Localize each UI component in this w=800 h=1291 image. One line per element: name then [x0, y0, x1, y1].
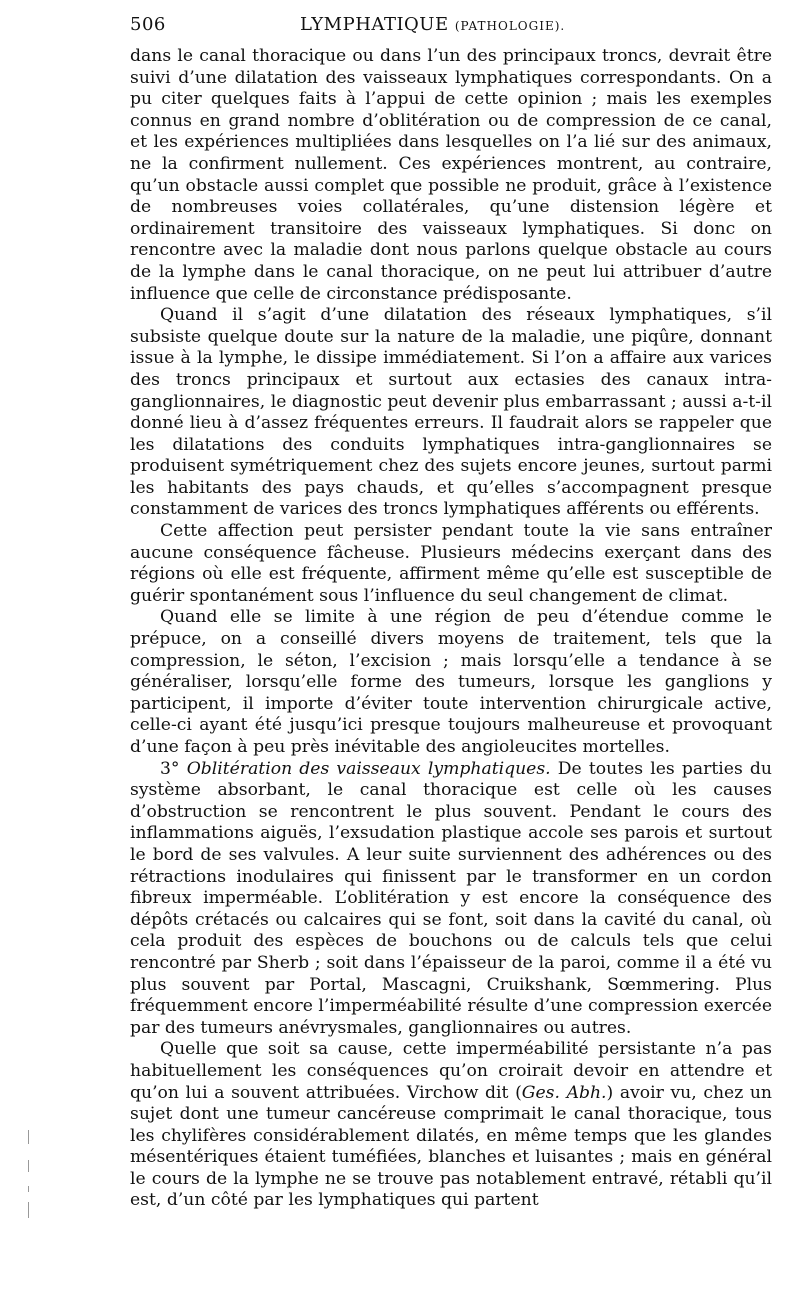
paragraph-diagnostic: Quand il s’agit d’une dilatation des réseaux lymphatiques, s’il subsiste quelque doute sur la nature de la maladie, une piqûre, donnant issue à la lymphe, le dissipe immédiatement. Si l’on a affaire aux varices des troncs principaux et surtout aux ectasies des canaux intra-ganglionnaires, le diagnostic peut devenir plus embarrassant ; aussi a-t-il donné lieu à d’assez fréquentes erreurs. Il faudrait alors se rappeler que les dilatations des conduits lymphatiques intra-ganglionnaires se produisent symétriquement chez des sujets encore jeunes, surtout parmi les habitants des pays chauds, et qu’elles s’accompagnent presque constamment de varices des troncs lymphatiques afférents ou efférents.	[130, 305, 772, 520]
running-header	[130, 14, 772, 46]
section-text: De toutes les parties du système absorbant, le canal thoracique est celle où les causes d’obstruction se rencontrent le plus souvent. Pendant le cours des inflammations aiguës, l’exsudation plastique accole ses parois et surtout le bord de ses valvules. A leur suite surviennent des adhérences ou des rétractions inodulaires qui finissent par le transformer en un cordon fibreux imperméable. L’oblitération y est encore la conséquence des dépôts crétacés ou calcaires qui se font, soit dans la cavité du canal, où cela produit des espèces de bouchons ou de calculs tels que celui rencontré par Sherb ; soit dans l’épaisseur de la paroi, comme il a été vu plus souvent par Portal, Mascagni, Cruikshank, Sœmmering. Plus fréquemment encore l’imperméabilité résulte d’une compression exercée par des tumeurs anévrysmales, ganglionnaires ou autres.	[130, 758, 772, 1038]
paragraph-consequences-end: ) avoir vu, chez un sujet dont une tumeur cancéreuse comprimait le canal thoracique, tous les chylifères considérablement dilatés, en même temps que les glandes mésentériques étaient tuméfiées, blanches et luisantes ; mais en général le cours de la lymphe ne se trouve pas notablement entravé, rétabli qu’il est, d’un côté par les lymphatiques qui partent	[130, 1082, 772, 1211]
running-title	[300, 14, 772, 35]
running-title-main: LYMPHATIQUE	[300, 14, 449, 35]
running-title-sub: (PATHOLOGIE).	[454, 19, 566, 33]
paragraph-consequences	[130, 1039, 772, 1212]
section-paragraph	[130, 759, 772, 1040]
paragraph-prognosis: Cette affection peut persister pendant toute la vie sans entraîner aucune conséquence fâcheuse. Plusieurs médecins exerçant dans des régions où elle est fréquente, affirment même qu’elle est susceptible de guérir spontanément sous l’influence du seul changement de climat.	[130, 521, 772, 606]
section-number: 3°	[160, 758, 180, 779]
citation-reference: Ges. Abh.	[521, 1082, 607, 1103]
paragraph-treatment: Quand elle se limite à une région de peu d’étendue comme le prépuce, on a conseillé divers moyens de traitement, tels que la compression, le séton, l’excision ; mais lorsqu’elle a tendance à se généraliser, lorsqu’elle forme des tumeurs, lorsque les ganglions y participent, il importe d’éviter toute intervention chirurgicale active, celle-ci ayant été jusqu’ici presque toujours malheureuse et provoquant d’une façon à peu près inévitable des angioleucites mortelles.	[130, 607, 772, 757]
page-number: 506	[130, 14, 166, 35]
body-text	[130, 46, 772, 1212]
book-page	[130, 14, 772, 1212]
paragraph-continued: dans le canal thoracique ou dans l’un des principaux troncs, devrait être suivi d’une dilatation des vaisseaux lymphatiques correspondants. On a pu citer quelques faits à l’appui de cette opinion ; mais les exemples connus en grand nombre d’oblitération ou de compression de ce canal, et les expériences multipliées dans lesquelles on l’a lié sur des animaux, ne la confirment nullement. Ces expériences montrent, au contraire, qu’un obstacle aussi complet que possible ne produit, grâce à l’existence de nombreuses voies collatérales, qu’une distension légère et ordinairement transitoire des vaisseaux lymphatiques. Si donc on rencontre avec la maladie dont nous parlons quelque obstacle au cours de la lymphe dans le canal thoracique, on ne peut lui attribuer d’autre influence que celle de circonstance prédisposante.	[130, 46, 772, 304]
paragraph-consequences-start: Quelle que soit sa cause, cette imperméabilité persistante n’a pas habituellement les conséquences qu’on croirait devoir en attendre et qu’on lui a souvent attribuées. Virchow dit (	[130, 1039, 772, 1103]
margin-scan-marks	[28, 1130, 38, 1220]
section-heading: Oblitération des vaisseaux lymphatiques.	[186, 758, 551, 779]
